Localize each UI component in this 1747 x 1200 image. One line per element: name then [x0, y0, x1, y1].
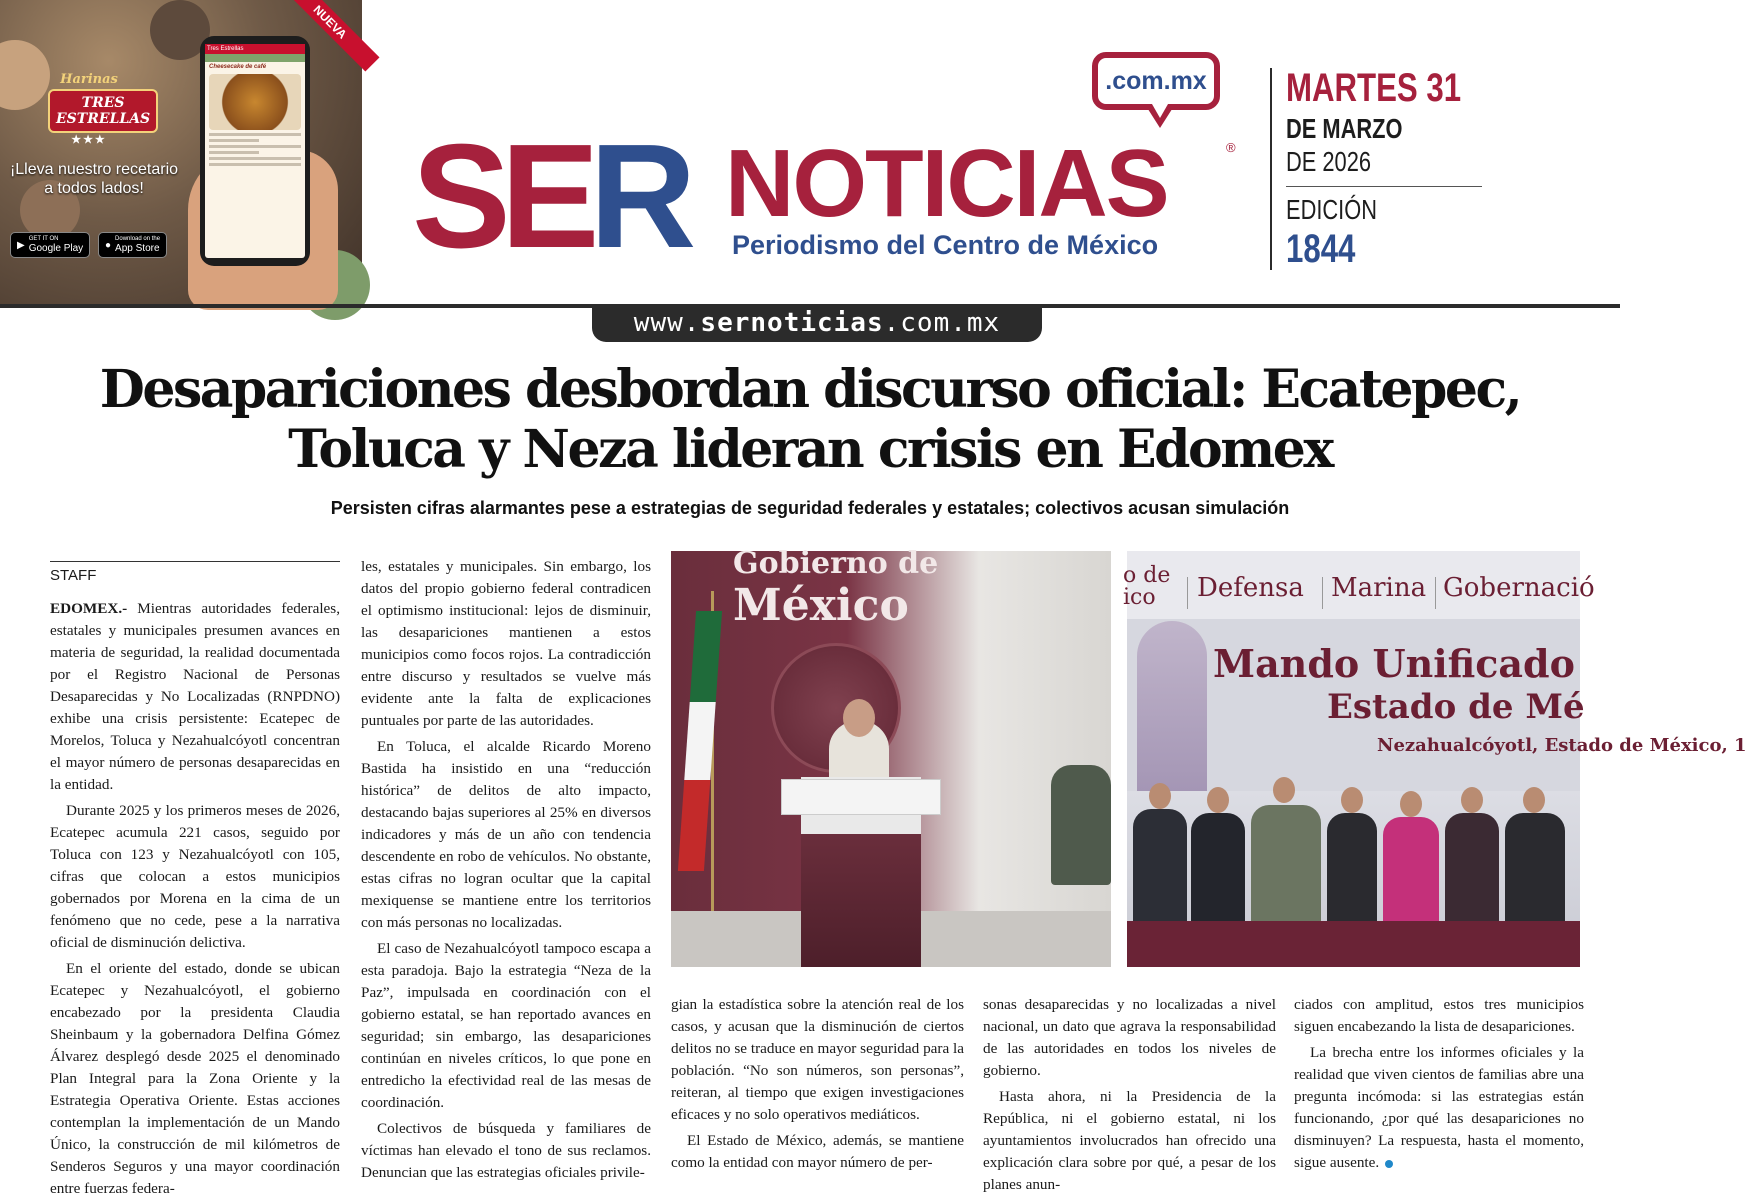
- app-tabs: [205, 54, 305, 62]
- paragraph: [1294, 1042, 1584, 1174]
- masthead-divider: [1270, 68, 1272, 270]
- brand-main-text: TRES ESTRELLAS: [48, 89, 158, 133]
- mural-art: [1137, 621, 1207, 791]
- event-title-line-1: Mando Unificado: [1213, 641, 1575, 686]
- mexican-flag-icon: [678, 611, 722, 871]
- registered-mark: ®: [1226, 140, 1236, 155]
- paragraph: [50, 598, 340, 796]
- agency-separator: [1435, 577, 1436, 609]
- text-line: [209, 133, 301, 136]
- paragraph-text: Mientras autoridades federales, estatales y municipales presumen avances en materia de seguridad, la realidad documentada por el Registro Nacional de Personas Desaparecidas y No Localizadas (RNPDNO) exhibe una crisis persistente: Ecatepec de Morelos, Toluca y Nezahualcóyotl concentran el mayor número de personas desaparecidas en la entidad.: [50, 600, 341, 793]
- event-title-line-2: Estado de Mé: [1327, 687, 1585, 727]
- text-line: [209, 151, 259, 154]
- text-line: [209, 163, 301, 166]
- dateline: EDOMEX.-: [50, 600, 128, 617]
- paragraph: El caso de Nezahualcóyotl tampoco escapa a esta paradoja. Bajo la estrategia “Neza de la Paz”, impulsada en coordinación con el gobierno estatal, se han reportado avances en seguridad; sin embargo, las desapariciones continúan en niveles críticos, lo que pone en entredicho la efectividad real de las mesas de coordinación.: [361, 940, 651, 1111]
- brand-top-text: Harinas: [60, 72, 118, 87]
- advertisement-banner[interactable]: [0, 0, 362, 305]
- edition-label: EDICIÓN: [1286, 194, 1378, 225]
- recipe-photo: [209, 74, 301, 130]
- paragraph-text: La brecha entre los informes oficiales y la realidad que viven cientos de familias abre una pregunta incómoda: si las estrategias están funcionando, ¿por qué las desapariciones no disminuyen? La respuesta, hasta el momento, sigue ausente.: [1294, 1044, 1584, 1171]
- byline: STAFF: [50, 567, 97, 584]
- text-line: [209, 145, 301, 148]
- official-head: [1341, 787, 1363, 813]
- article-column-4: [983, 994, 1276, 1196]
- text-line: [209, 139, 259, 142]
- paragraph: les, estatales y municipales. Sin embargo, los datos del propio gobierno federal contradicen el optimismo institucional: lejos de disminuir, las desapariciones mantienen a estos municipios como focos rojos. La contradicción entre discurso y resultados se vuelve más evidente ante la falta de explicaciones puntuales por parte de las autoridades.: [361, 558, 651, 729]
- article-headline: [60, 360, 1560, 480]
- banner-line-1: Gobierno de: [733, 546, 939, 581]
- ad-slogan: ¡Lleva nuestro recetario a todos lados!: [9, 161, 179, 197]
- paragraph: El Estado de México, además, se mantiene como la entidad con mayor número de per-: [671, 1132, 964, 1171]
- logo-tagline: Periodismo del Centro de México: [732, 230, 1159, 260]
- logo-ser: [412, 114, 687, 279]
- date-month: DE MARZO: [1286, 113, 1403, 144]
- date-year: DE 2026: [1286, 146, 1371, 177]
- article-column-2: [361, 556, 651, 1184]
- photo-banner-text: [733, 543, 993, 631]
- banner-line-2: México: [733, 580, 909, 631]
- agency-label-marina: Marina: [1331, 573, 1427, 603]
- app-store-small: Download on the: [115, 236, 161, 242]
- google-play-label: Google Play: [28, 243, 84, 254]
- phone-mockup: [200, 36, 310, 266]
- domain-bubble: .com.mx: [1092, 52, 1220, 110]
- agency-label-left: o de ico: [1123, 563, 1171, 610]
- agency-separator: [1322, 577, 1323, 609]
- star-icon: ★★★: [71, 133, 107, 146]
- edition-date-box: [1286, 64, 1482, 271]
- app-store-text: [115, 236, 160, 254]
- google-play-small: GET IT ON: [28, 236, 59, 242]
- article-column-3: [671, 994, 964, 1174]
- play-icon: ▶: [17, 239, 25, 251]
- official-head: [1523, 787, 1545, 813]
- recipe-title: Cheesecake de café: [209, 64, 267, 70]
- byline-rule: [50, 561, 340, 562]
- url-suffix: .com.mx: [883, 308, 1001, 338]
- photo-press-conference: [671, 546, 1111, 967]
- logo-ser-blue: R: [589, 114, 687, 279]
- photo-mando-unificado: [1123, 551, 1747, 967]
- paragraph: sonas desaparecidas y no localizadas a nivel nacional, un dato que agrava la responsabilidad de las autoridades en todos los niveles de gobierno.: [983, 996, 1276, 1079]
- event-title-line-3: Nezahualcóyotl, Estado de México, 1: [1377, 735, 1747, 756]
- logo-noticias: NOTICIAS: [725, 130, 1168, 237]
- end-of-article-icon: [1385, 1160, 1393, 1168]
- paragraph: En el oriente del estado, donde se ubican Ecatepec y Nezahualcóyotl, el gobierno encabezado por la presidenta Claudia Sheinbaum y la gobernadora Delfina Gómez Álvarez desplegó desde 2025 el denominado Plan Integral para la Zona Oriente y la Estrategia Operativa Oriente. Estas acciones contemplan la implementación de un Mando Único, la construcción de mil kilómetros de Senderos Seguros y una mayor coordinación entre fuerzas federa-: [50, 960, 340, 1197]
- headline-line-1: Desapariciones desbordan discurso oficial: Ecatepec,: [99, 359, 1521, 420]
- officer-head: [1273, 777, 1295, 803]
- soldier-figure: [1051, 765, 1111, 885]
- governor-head: [1400, 791, 1422, 817]
- new-ribbon: NUEVA: [281, 0, 380, 71]
- article-column-1: [50, 598, 340, 1200]
- article-subhead: Persisten cifras alarmantes pese a estrategias de seguridad federales y estatales; colectivos acusan simulación: [330, 498, 1290, 518]
- phone-screen: [205, 44, 305, 258]
- speaker-head: [843, 699, 875, 737]
- agency-separator: [1187, 577, 1188, 609]
- edition-number: 1844: [1286, 227, 1356, 271]
- website-url[interactable]: [592, 306, 1042, 342]
- app-store-button[interactable]: [98, 232, 167, 258]
- paragraph: gian la estadística sobre la atención real de los casos, y acusan que la disminución de ciertos delitos no se traduce en mayor seguridad para la población. “No son números, son personas”, reiteran, al tiempo que exigen investigaciones eficaces y no solo operativos mediáticos.: [671, 996, 964, 1123]
- app-store-label: App Store: [115, 243, 160, 254]
- headline-line-2: Toluca y Neza lideran crisis en Edomex: [288, 419, 1332, 480]
- official-head: [1207, 787, 1229, 813]
- text-line: [209, 157, 301, 160]
- google-play-button[interactable]: [10, 232, 90, 258]
- podium-top: [781, 779, 941, 815]
- google-play-text: [29, 236, 83, 254]
- stage: [1127, 921, 1580, 967]
- decor-shape: [0, 40, 50, 110]
- url-domain: sernoticias: [700, 308, 884, 338]
- paragraph: Colectivos de búsqueda y familiares de víctimas han elevado el tono de sus reclamos. Denuncian que las estrategias oficiales privile-: [361, 1120, 651, 1181]
- agency-label-defensa: Defensa: [1197, 573, 1304, 603]
- paragraph: En Toluca, el alcalde Ricardo Moreno Bastida ha insistido en una “reducción histórica” de delitos de alto impacto, destacando bajas superiores al 25% en diversos indicadores y más de un año con tendencia descendente en robo de vehículos. No obstante, estas cifras no logran ocultar que la capital mexiquense se mantiene entre los territorios con más personas no localizadas.: [361, 738, 651, 931]
- date-divider: [1286, 186, 1482, 187]
- date-day: MARTES 31: [1286, 66, 1462, 110]
- app-title: Tres Estrellas: [205, 44, 305, 54]
- apple-icon: ●: [105, 239, 112, 251]
- brand-logo: [48, 72, 151, 146]
- military-officer-figure: [1251, 805, 1321, 939]
- url-prefix: www.: [633, 308, 701, 338]
- official-head: [1149, 783, 1171, 809]
- official-figure: [1133, 809, 1187, 939]
- paragraph: Hasta ahora, ni la Presidencia de la República, ni el gobierno estatal, ni los ayuntamientos involucrados han ofrecido una explicación clara sobre por qué, a pesar de los planes anun-: [983, 1088, 1276, 1193]
- masthead-logo[interactable]: [412, 52, 1242, 292]
- president-head: [1461, 787, 1483, 813]
- agency-label-gobernacion: Gobernació: [1443, 573, 1595, 603]
- bubble-tail-inner: [1152, 104, 1168, 118]
- paragraph: Durante 2025 y los primeros meses de 2026, Ecatepec acumula 221 casos, seguido por Toluca con 123 y Nezahualcóyotl con 105, cifras que colocan a estos municipios gobernados por Morena en la cima de un fenómeno que no cede, pese a la narrativa oficial de disminución delictiva.: [50, 802, 340, 951]
- logo-ser-red: SE: [412, 114, 590, 279]
- article-column-5: [1294, 994, 1584, 1174]
- paragraph: ciados con amplitud, estos tres municipios siguen encabezando la lista de desapariciones.: [1294, 996, 1584, 1035]
